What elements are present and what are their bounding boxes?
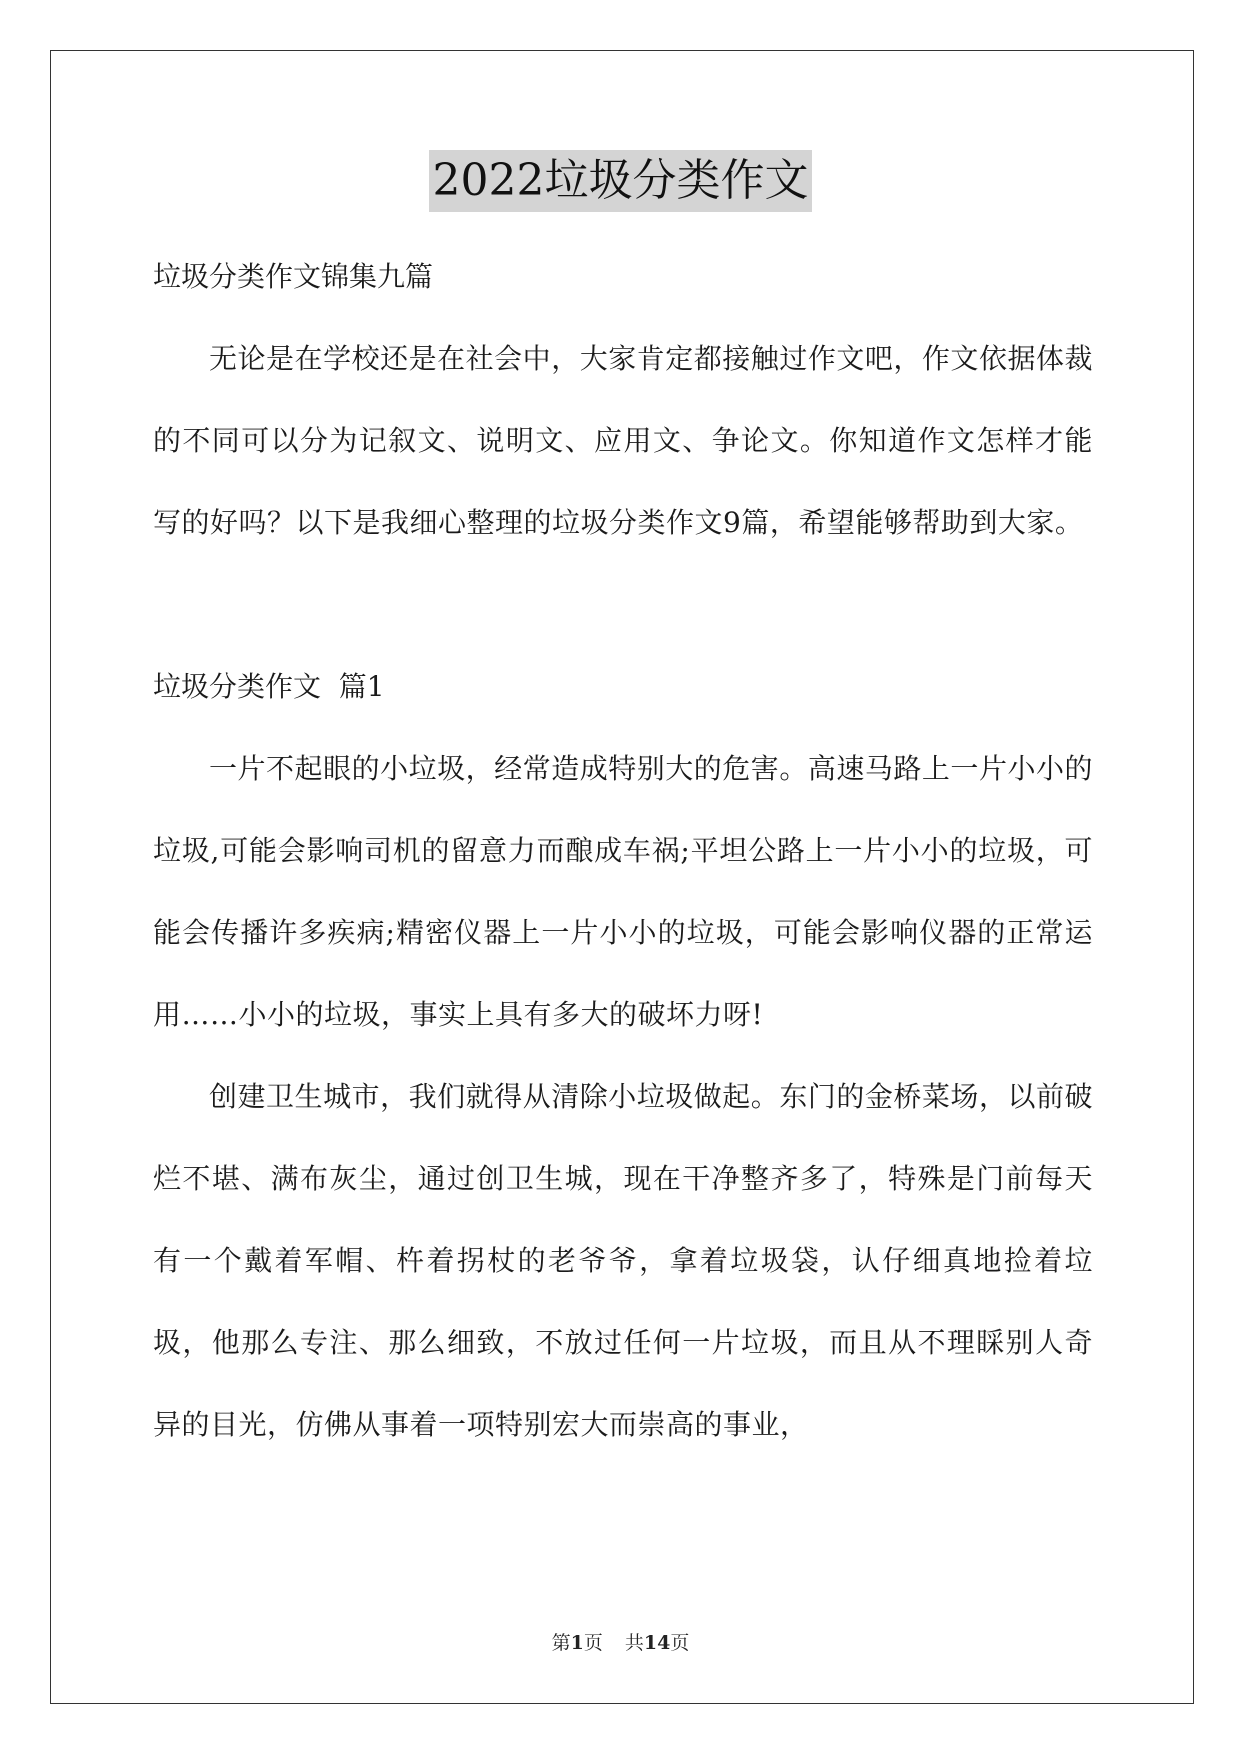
- page-current: 1: [570, 1632, 584, 1654]
- document-subtitle: 垃圾分类作文锦集九篇: [153, 260, 434, 293]
- page-prefix: 第: [551, 1632, 571, 1654]
- page-mid: 页: [583, 1632, 603, 1654]
- intro-paragraph: 无论是在学校还是在社会中，大家肯定都接触过作文吧，作文依据体裁的不同可以分为记叙文、说明文、应用文、争论文。你知道作文怎样才能写的好吗？以下是我细心整理的垃圾分类作文9篇，希望能够帮助到大家。: [153, 342, 1093, 539]
- body-paragraph: 一片不起眼的小垃圾，经常造成特别大的危害。高速马路上一片小小的垃圾,可能会影响司机的留意力而酿成车祸;平坦公路上一片小小的垃圾，可能会传播许多疾病;精密仪器上一片小小的垃圾，可能会影响仪器的正常运用……小小的垃圾，事实上具有多大的破坏力呀!: [153, 752, 1093, 1031]
- total-prefix: 共: [624, 1632, 644, 1654]
- body-paragraph: 创建卫生城市，我们就得从清除小垃圾做起。东门的金桥菜场，以前破烂不堪、满布灰尘，通过创卫生城，现在干净整齐多了，特殊是门前每天有一个戴着军帽、杵着拐杖的老爷爷，拿着垃圾袋，认仔细真地捡着垃圾，他那么专注、那么细致，不放过任何一片垃圾，而且从不理睬别人奇异的目光，仿佛从事着一项特别宏大而崇高的事业，: [153, 1080, 1093, 1441]
- section-heading: 垃圾分类作文 篇1: [153, 670, 385, 703]
- section-gap: [153, 564, 1093, 646]
- title-wrap: [0, 150, 1241, 212]
- total-suffix: 页: [670, 1632, 690, 1654]
- page-total: 14: [643, 1632, 671, 1654]
- document-body: [153, 236, 1093, 1466]
- page-footer: [0, 1628, 1241, 1655]
- document-title: 2022垃圾分类作文: [429, 150, 813, 212]
